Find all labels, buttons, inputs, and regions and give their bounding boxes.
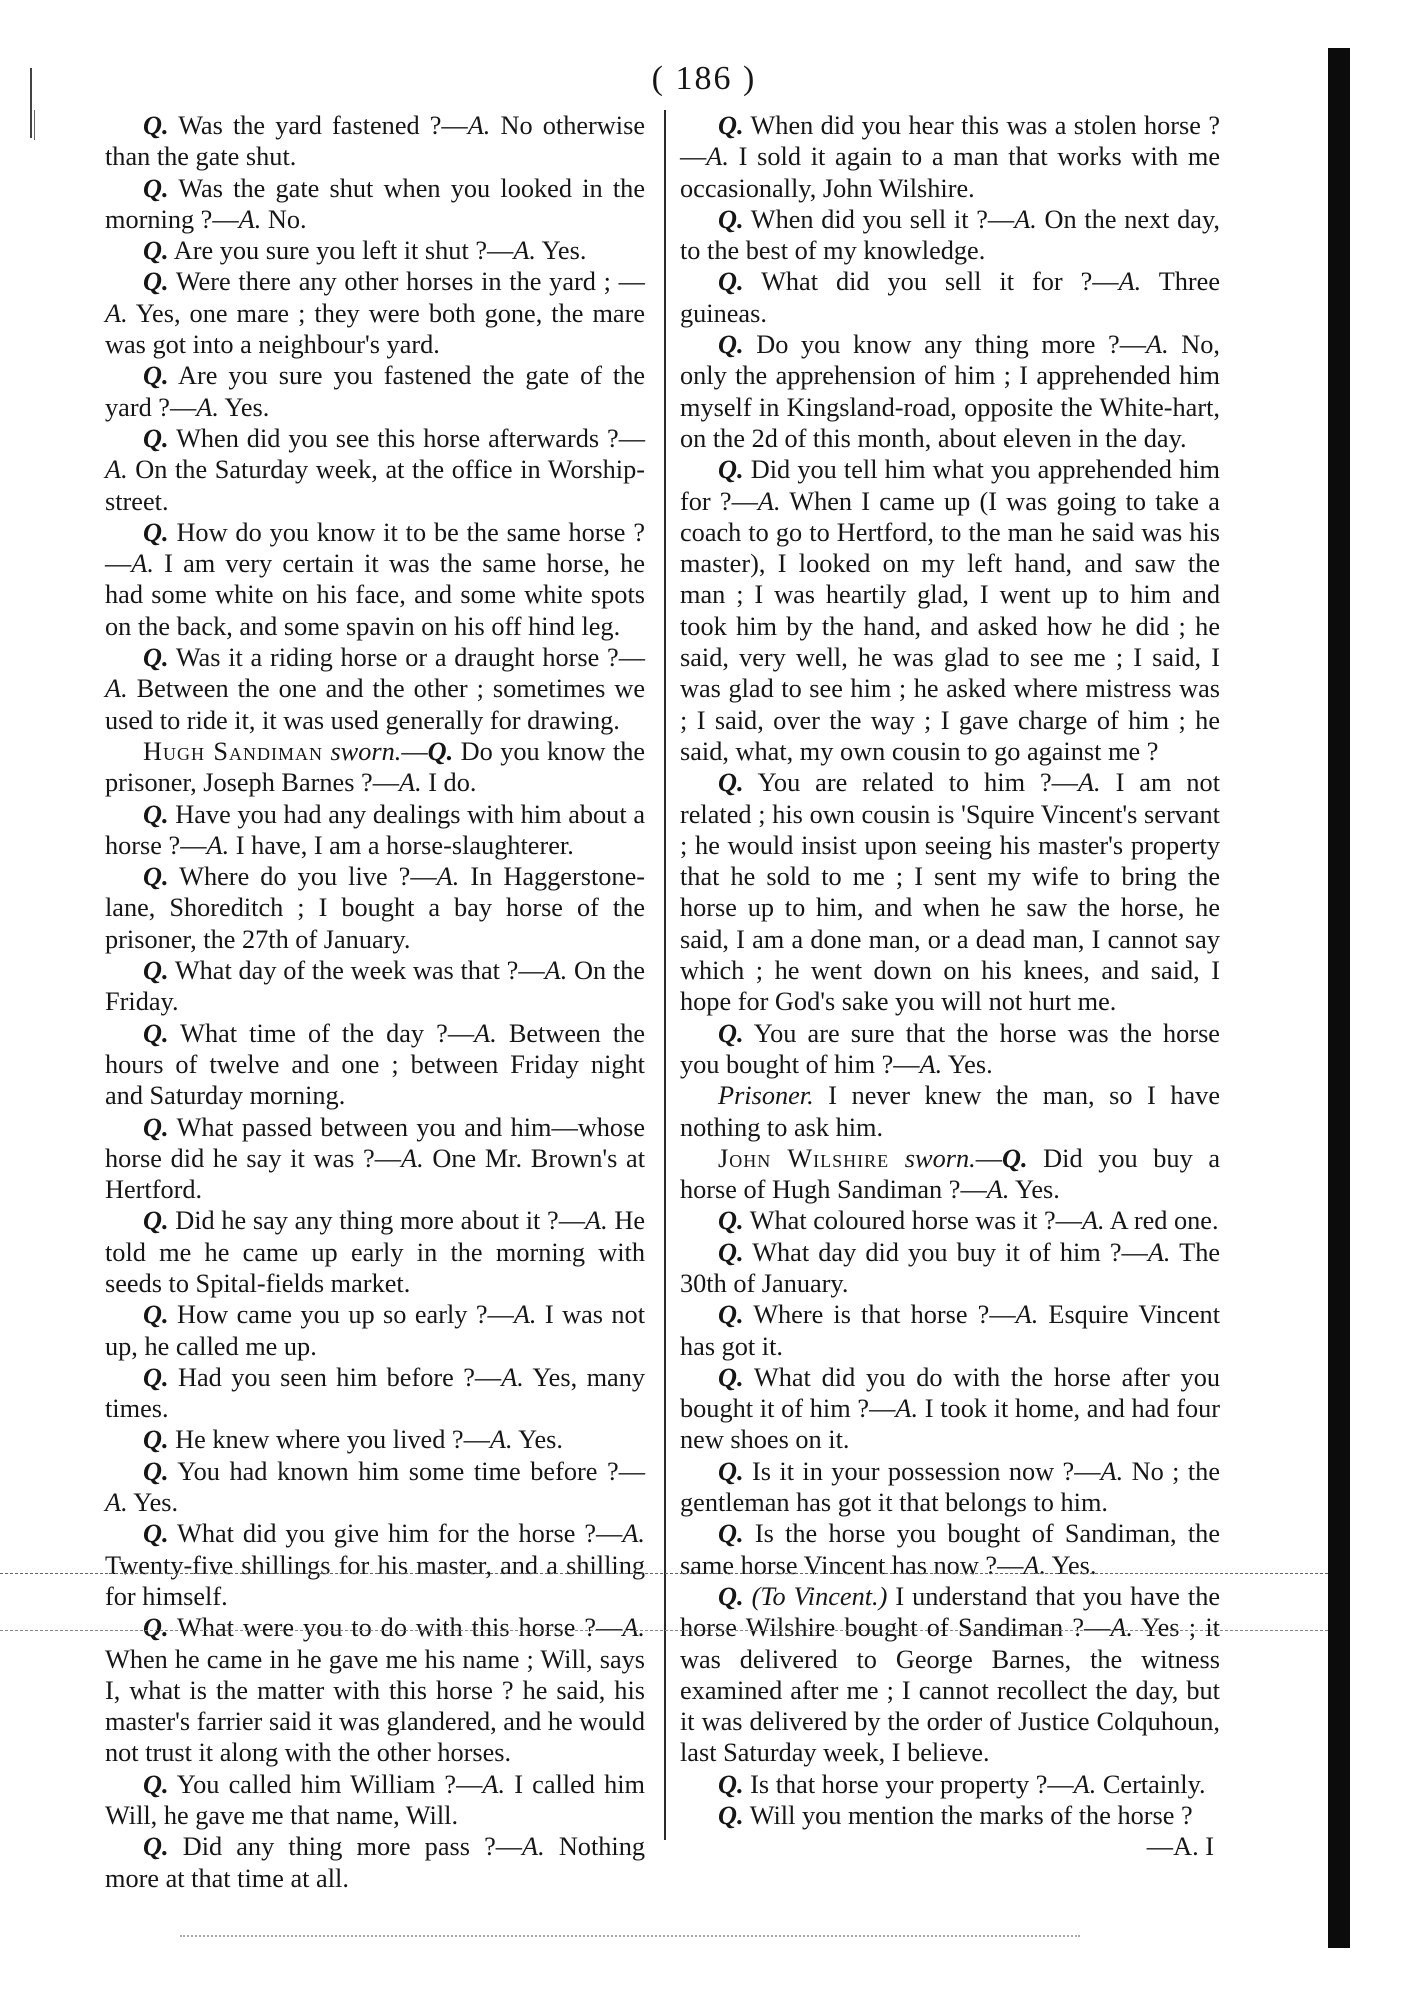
answer-marker: A. [895, 1394, 919, 1424]
question-text: What time of the day ?— [180, 1018, 475, 1048]
question-text: What did you sell it for ?— [761, 267, 1119, 297]
testimony-paragraph [680, 454, 1220, 767]
answer-marker: A. [238, 204, 262, 234]
answer-marker: A. [706, 142, 729, 172]
question-marker: Q. [143, 1613, 169, 1643]
answer-text: Yes. [1015, 1175, 1060, 1205]
testimony-paragraph [680, 1018, 1220, 1081]
answer-text: Three guineas. [680, 267, 1220, 328]
answer-text: Yes. [518, 1425, 563, 1455]
answer-marker: A. [513, 236, 536, 266]
answer-text: No ; the gentleman has got it that belongs to him. [680, 1456, 1220, 1518]
testimony-paragraph [680, 1456, 1220, 1519]
question-text: When did you sell it ?— [750, 204, 1015, 234]
testimony-paragraph [680, 1205, 1220, 1236]
answer-marker: A. [757, 486, 781, 516]
testimony-paragraph [105, 955, 645, 1018]
answer-marker: A. [206, 830, 230, 860]
answer-text: Yes. [133, 1488, 179, 1518]
catchword: —A. I [1146, 1832, 1214, 1862]
sworn-label: sworn. [330, 736, 402, 766]
testimony-paragraph [105, 1769, 645, 1832]
question-marker: Q. [718, 1769, 744, 1799]
answer-text: The 30th of January. [680, 1237, 1221, 1298]
question-text: Do you know the prisoner, Joseph Barnes ?— [105, 736, 646, 798]
answer-marker: A. [105, 674, 128, 704]
question-marker: Q. [718, 1300, 744, 1330]
answer-marker: A. [436, 862, 460, 892]
question-text: You are related to him ?— [757, 768, 1078, 798]
question-marker: Q. [143, 1832, 169, 1862]
answer-text: On the next day, to the best of my knowledge. [680, 204, 1220, 266]
answer-text: I do. [428, 768, 477, 798]
answer-marker: A. [1110, 1613, 1133, 1643]
question-text: Did you tell him what you apprehended him for ?— [680, 455, 1220, 516]
testimony-paragraph [105, 1831, 645, 1894]
question-marker: Q. [143, 1112, 169, 1142]
answer-marker: A. [622, 1519, 645, 1549]
question-text: When did you hear this was a stolen horse ? — [680, 111, 1220, 172]
question-marker: Q. [143, 1769, 169, 1799]
question-text: Where do you live ?— [179, 862, 437, 892]
question-text: Was the gate shut when you looked in the morning ?— [105, 173, 645, 234]
question-marker: Q. [143, 236, 169, 266]
question-text: Did he say any thing more about it ?— [175, 1206, 586, 1236]
answer-text: I was not up, he called me up. [105, 1300, 646, 1361]
question-marker: Q. [718, 1206, 744, 1236]
question-marker: Q. [718, 1581, 744, 1611]
answer-text: I called him Will, he gave me that name, Will. [105, 1769, 645, 1831]
scan-artifact-dots [180, 1935, 1080, 1937]
testimony-paragraph [105, 235, 645, 266]
answer-marker: A. [131, 549, 154, 579]
question-text: What passed between you and him—whose horse did he say it was ?— [105, 1112, 645, 1173]
testimony-paragraph [105, 360, 645, 423]
answer-text: I have, I am a horse-slaughterer. [235, 830, 574, 860]
testimony-paragraph: John Wilshire sworn.—Q. Did you buy a horse of Hugh Sandiman ?—A. Yes. [680, 1143, 1220, 1205]
question-marker: Q. [143, 1456, 169, 1486]
answer-text: Nothing more at that time at all. [105, 1832, 646, 1893]
question-text: Did you buy a horse of Hugh Sandiman ?— [680, 1143, 1220, 1205]
scan-artifact-line [0, 1630, 1328, 1631]
answer-marker: A. [544, 956, 568, 986]
question-text: Do you know any thing more ?— [756, 330, 1147, 360]
testimony-paragraph [105, 1612, 645, 1768]
question-marker: Q. [718, 1801, 744, 1831]
question-marker: Q. [143, 1519, 169, 1549]
answer-text: Between the one and the other ; sometimes we used to ride it, it was used generally for drawing. [105, 674, 645, 735]
answer-marker: A. [919, 1049, 943, 1079]
answer-marker: A. [196, 392, 219, 422]
question-marker: Q. [143, 956, 169, 986]
testimony-paragraph [680, 1800, 1220, 1831]
answer-marker: A. [474, 1018, 497, 1048]
testimony-paragraph [105, 642, 645, 736]
question-marker: Q. [1001, 1143, 1028, 1173]
testimony-paragraph [105, 110, 645, 173]
question-marker: Q. [718, 330, 744, 360]
question-text: He knew where you lived ?— [175, 1425, 490, 1455]
answer-text: No otherwise than the gate shut. [105, 111, 645, 172]
answer-text: He told me he came up early in the morning with seeds to Spital-fields market. [105, 1206, 645, 1298]
testimony-paragraph [105, 173, 645, 236]
question-text: I understand that you have the horse Wilshire bought of Sandiman ?— [680, 1581, 1221, 1643]
testimony-paragraph [105, 1518, 645, 1612]
question-marker: Q. [718, 455, 744, 485]
question-marker: Q. [143, 173, 169, 203]
testimony-paragraph [105, 1362, 645, 1425]
answer-text: No. [267, 204, 307, 234]
question-marker: Q. [143, 1206, 169, 1236]
question-text: Was it a riding horse or a draught horse ?— [175, 643, 645, 673]
question-marker: Q. [143, 423, 169, 453]
answer-text: Yes, many times. [105, 1362, 646, 1424]
answer-text: Between the hours of twelve and one ; between Friday night and Saturday morning. [105, 1018, 646, 1111]
answer-text: No, only the apprehension of him ; I apprehended him myself in Kingsland-road, opposite the White-hart, on the 2d of this month, about eleven in the day. [680, 330, 1220, 453]
answer-text: Certainly. [1102, 1769, 1206, 1799]
testimony-paragraph: Hugh Sandiman sworn.—Q. Do you know the prisoner, Joseph Barnes ?—A. I do. [105, 736, 646, 798]
question-marker: Q. [143, 111, 169, 140]
question-text: Did any thing more pass ?— [182, 1832, 523, 1862]
answer-marker: A. [399, 768, 422, 798]
question-marker: Q. [718, 111, 744, 140]
answer-marker: A. [489, 1425, 513, 1455]
question-text: How came you up so early ?— [177, 1300, 514, 1330]
question-marker: Q. [143, 361, 169, 391]
answer-marker: A. [482, 1769, 506, 1799]
margin-mark [34, 110, 35, 140]
answer-marker: A. [467, 111, 491, 140]
testimony-paragraph [680, 266, 1220, 329]
testimony-paragraph [680, 1299, 1220, 1362]
page-edge-shadow [1328, 48, 1350, 1948]
question-text: When did you see this horse afterwards ?— [176, 423, 645, 453]
column-divider [664, 110, 666, 1840]
answer-text: Yes, one mare ; they were both gone, the mare was got into a neighbour's yard. [105, 298, 645, 360]
question-text: Are you sure you fastened the gate of the yard ?— [105, 361, 646, 422]
question-text: Are you sure you left it shut ?— [173, 236, 514, 266]
question-text: You are sure that the horse was the horse you bought of him ?— [680, 1018, 1220, 1079]
answer-text: I sold it again to a man that works with me occasionally, John Wilshire. [680, 142, 1221, 203]
testimony-paragraph [105, 1456, 645, 1519]
answer-text: A red one. [1109, 1206, 1219, 1236]
answer-text: When I came up (I was going to take a coach to go to Hertford, to the man he said was his master), I looked on my left hand, and saw the man ; I was heartily glad, I went up to him and took him by the hand, and asked how he did ; he said, very well, he was glad to see me ; I said, I was glad to see him ; he asked where mistress was ; I said, over the way ; I gave charge of him ; he said, what, my own cousin to go against me ? [680, 486, 1220, 766]
testimony-paragraph [105, 1424, 645, 1455]
prisoner-statement: I never knew the man, so I have nothing to ask him. [680, 1081, 1221, 1142]
answer-marker: A. [1100, 1456, 1124, 1486]
question-text: What day of the week was that ?— [174, 956, 545, 986]
question-marker: Q. [718, 768, 744, 798]
question-text: What coloured horse was it ?— [749, 1206, 1082, 1236]
answer-text: I took it home, and had four new shoes on it. [680, 1394, 1220, 1455]
testimony-paragraph [680, 1362, 1220, 1456]
answer-text: Yes. [224, 392, 270, 422]
question-marker: Q. [718, 1519, 744, 1549]
answer-marker: A. [1118, 267, 1142, 297]
testimony-paragraph [680, 1769, 1220, 1800]
question-marker: Q. [143, 1300, 169, 1330]
witness-name: Hugh Sandiman [143, 736, 324, 766]
testimony-paragraph [105, 1112, 645, 1206]
answer-text: In Haggerstone-lane, Shoreditch ; I bought a bay horse of the prisoner, the 27th of January. [105, 862, 645, 954]
question-marker: Q. [143, 799, 169, 829]
testimony-paragraph [680, 204, 1220, 267]
question-marker: Q. [718, 267, 744, 297]
testimony-paragraph [105, 1205, 645, 1299]
answer-marker: A. [501, 1362, 524, 1392]
answer-text: I am very certain it was the same horse, he had some white on his face, and some white spots on the back, and some spavin on his off hind leg. [105, 549, 645, 641]
question-marker: Q. [143, 1018, 169, 1048]
answer-text: I am not related ; his own cousin is 'Squire Vincent's servant ; he would insist upon seeing his master's property that he sold to me ; I sent my wife to bring the horse up to him, and when he saw the horse, he said, I am a done man, or a dead man, I cannot say which ; he went down on his knees, and said, I hope for God's sake you will not hurt me. [680, 768, 1220, 1017]
answer-marker: A. [105, 1488, 128, 1518]
testimony-paragraph [105, 861, 645, 955]
testimony-paragraph [105, 799, 645, 862]
page-number: ( 186 ) [651, 60, 757, 97]
testimony-paragraph [680, 767, 1220, 1017]
right-column [680, 110, 1220, 1863]
prisoner-label: Prisoner. [718, 1081, 814, 1111]
answer-text: Esquire Vincent has got it. [680, 1300, 1220, 1361]
question-marker: Q. [718, 204, 744, 234]
question-text: Have you had any dealings with him about a horse ?— [105, 799, 645, 860]
question-text: What did you do with the horse after you bought it of him ?— [680, 1362, 1220, 1424]
answer-text: Yes. [947, 1049, 993, 1079]
testimony-paragraph [680, 1518, 1220, 1581]
answer-marker: A. [1014, 204, 1037, 234]
answer-marker: A. [622, 1613, 645, 1643]
question-marker: Q. [718, 1362, 744, 1392]
question-marker: Q. [718, 1018, 744, 1048]
answer-marker: A. [513, 1300, 537, 1330]
answer-marker: A. [522, 1832, 545, 1862]
left-column [105, 110, 645, 1894]
scan-artifact-line [0, 1573, 1328, 1574]
testimony-paragraph [680, 1237, 1220, 1300]
answer-marker: A. [105, 298, 128, 328]
question-text: You called him William ?— [176, 1769, 483, 1799]
sworn-label: sworn. [904, 1143, 976, 1173]
question-text: Is that horse your property ?— [750, 1769, 1074, 1799]
question-text: Had you seen him before ?— [178, 1362, 502, 1392]
answer-text: Yes. [541, 236, 587, 266]
question-marker: Q. [143, 1425, 169, 1455]
answer-text: Twenty-five shillings for his master, and a shilling for himself. [105, 1550, 645, 1611]
answer-marker: A. [105, 455, 128, 485]
answer-marker: A. [1077, 768, 1101, 798]
question-text: What did you give him for the horse ?— [177, 1519, 623, 1549]
answer-marker: A. [986, 1175, 1010, 1205]
question-text: What were you to do with this horse ?— [177, 1613, 623, 1643]
question-marker: Q. [718, 1456, 744, 1486]
question-marker: Q. [143, 643, 169, 673]
answer-marker: A. [1073, 1769, 1097, 1799]
question-text: Where is that horse ?— [753, 1300, 1016, 1330]
question-text: How do you know it to be the same horse ? — [105, 517, 645, 579]
question-marker: Q. [143, 862, 169, 892]
question-marker: Q. [143, 517, 169, 547]
testimony-paragraph [105, 1299, 645, 1362]
testimony-paragraph [680, 329, 1220, 454]
answer-text: Yes ; it was delivered to George Barnes, the witness examined after me ; I cannot recollect the day, but it was delivered by the order of Justice Colquhoun, last Saturday week, I believe. [680, 1613, 1220, 1768]
question-text: Is it in your possession now ?— [752, 1456, 1101, 1486]
testimony-paragraph [680, 1080, 1220, 1143]
answer-marker: A. [1015, 1300, 1039, 1330]
addressee: (To Vincent.) [751, 1581, 888, 1611]
answer-marker: A. [1081, 1206, 1105, 1236]
testimony-paragraph [680, 110, 1220, 204]
answer-marker: A. [1147, 1237, 1171, 1267]
testimony-paragraph [105, 517, 645, 642]
question-marker: Q. [143, 267, 169, 297]
answer-marker: A. [1146, 330, 1169, 360]
testimony-paragraph [105, 266, 645, 360]
question-text: Is the horse you bought of Sandiman, the same horse Vincent has now ?— [680, 1519, 1220, 1580]
question-text: Was the yard fastened ?— [178, 111, 468, 140]
answer-text: One Mr. Brown's at Hertford. [105, 1143, 645, 1205]
question-text: Were there any other horses in the yard ; — [175, 267, 645, 297]
question-marker: Q. [427, 736, 454, 766]
answer-text: When he came in he gave me his name ; Will, says I, what is the matter with this horse ? he said, his master's farrier said it was glandered, and he would not trust it along with the other horses. [105, 1644, 645, 1768]
question-text: You had known him some time before ?— [177, 1456, 645, 1486]
answer-text: On the Friday. [105, 956, 646, 1017]
answer-text: On the Saturday week, at the office in Worship-street. [105, 455, 646, 516]
testimony-paragraph [680, 1581, 1220, 1769]
answer-marker: A. [401, 1143, 424, 1173]
question-marker: Q. [143, 1362, 169, 1392]
answer-marker: A. [1023, 1550, 1047, 1580]
answer-text: Yes. [1051, 1550, 1097, 1580]
witness-name: John Wilshire [718, 1143, 890, 1173]
question-marker: Q. [718, 1237, 744, 1267]
testimony-paragraph [105, 1018, 645, 1112]
question-text: What day did you buy it of him ?— [752, 1237, 1148, 1267]
answer-marker: A. [585, 1206, 608, 1236]
testimony-paragraph [105, 423, 645, 517]
question-text: Will you mention the marks of the horse ? [749, 1801, 1193, 1831]
